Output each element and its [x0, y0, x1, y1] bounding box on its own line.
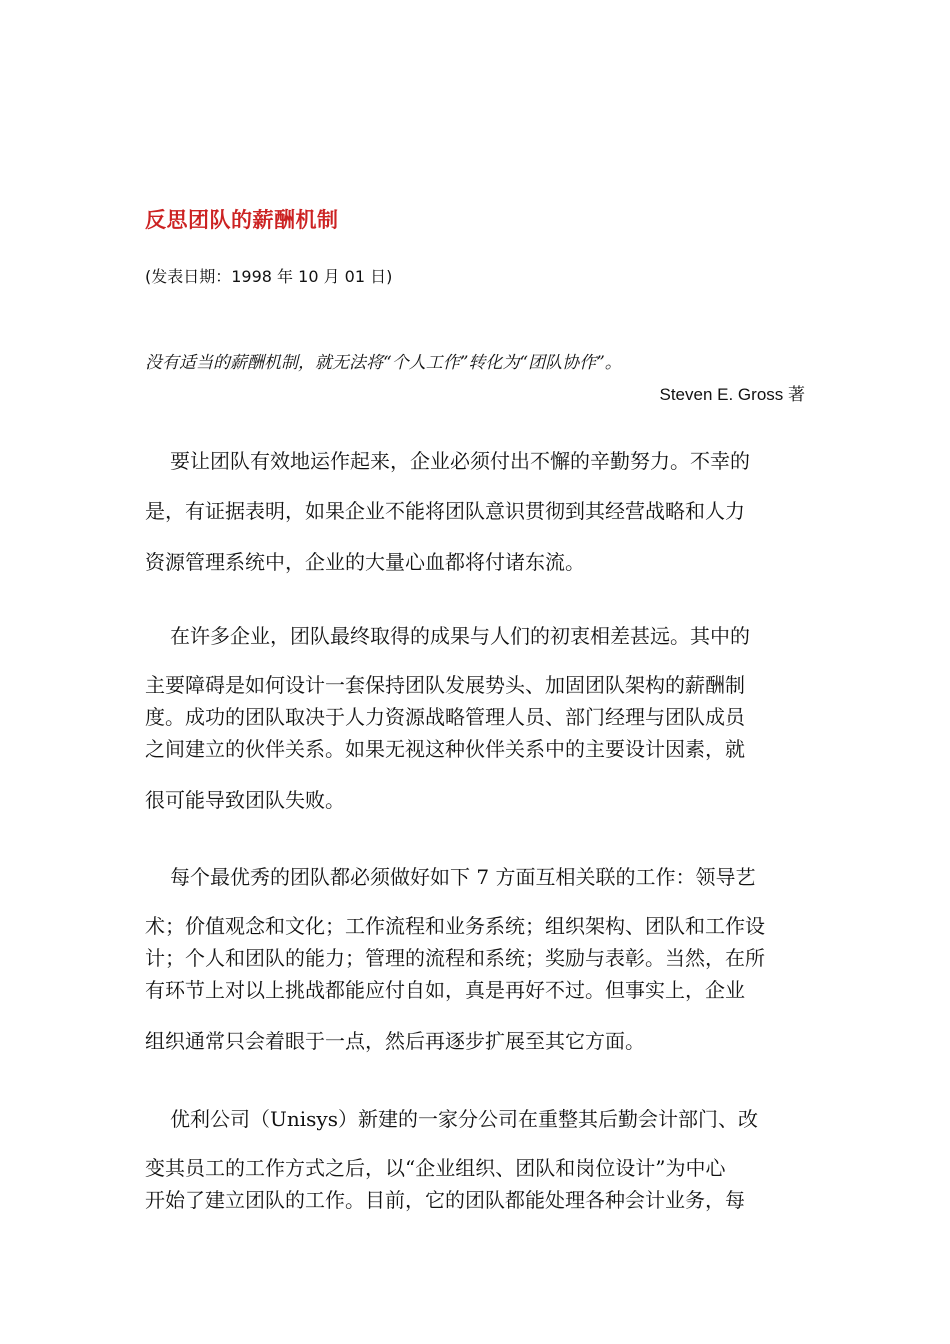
- paragraph-line: 变其员工的工作方式之后，以“企业组织、团队和岗位设计”为中心: [145, 1156, 726, 1180]
- paragraph-line: 之间建立的伙伴关系。如果无视这种伙伴关系中的主要设计因素，就: [145, 737, 745, 761]
- paragraph-line: 主要障碍是如何设计一套保持团队发展势头、加固团队架构的薪酬制: [145, 673, 745, 697]
- paragraph-line: 优利公司（Unisys）新建的一家分公司在重整其后勤会计部门、改: [170, 1107, 758, 1131]
- paragraph-line: 在许多企业，团队最终取得的成果与人们的初衷相差甚远。其中的: [170, 624, 750, 648]
- paragraph-line: 每个最优秀的团队都必须做好如下 7 方面互相关联的工作：领导艺: [170, 865, 756, 889]
- paragraph-1: [145, 446, 807, 577]
- paragraph-4: [145, 1104, 807, 1215]
- paragraph-line: 计；个人和团队的能力；管理的流程和系统；奖励与表彰。当然，在所: [145, 946, 765, 970]
- article-title: 反思团队的薪酬机制: [145, 208, 339, 232]
- paragraph-3: [145, 862, 807, 1056]
- publish-date: (发表日期：1998 年 10 月 01 日): [145, 267, 393, 286]
- paragraph-line: 有环节上对以上挑战都能应付自如，真是再好不过。但事实上，企业: [145, 978, 745, 1002]
- paragraph-line: 是，有证据表明，如果企业不能将团队意识贯彻到其经营战略和人力: [145, 499, 745, 523]
- paragraph-line: 术；价值观念和文化；工作流程和业务系统；组织架构、团队和工作设: [145, 914, 765, 938]
- paragraph-line: 很可能导致团队失败。: [145, 788, 345, 812]
- epigraph-quote: 没有适当的薪酬机制，就无法将“个人工作”转化为“团队协作”。: [145, 353, 622, 373]
- paragraph-line: 度。成功的团队取决于人力资源战略管理人员、部门经理与团队成员: [145, 705, 745, 729]
- author-credit: Steven E. Gross 著: [659, 385, 805, 404]
- paragraph-line: 要让团队有效地运作起来，企业必须付出不懈的辛勤努力。不幸的: [170, 449, 750, 473]
- paragraph-line: 开始了建立团队的工作。目前，它的团队都能处理各种会计业务，每: [145, 1188, 745, 1212]
- paragraph-2: [145, 621, 807, 815]
- paragraph-line: 资源管理系统中，企业的大量心血都将付诸东流。: [145, 550, 585, 574]
- paragraph-line: 组织通常只会着眼于一点，然后再逐步扩展至其它方面。: [145, 1029, 645, 1053]
